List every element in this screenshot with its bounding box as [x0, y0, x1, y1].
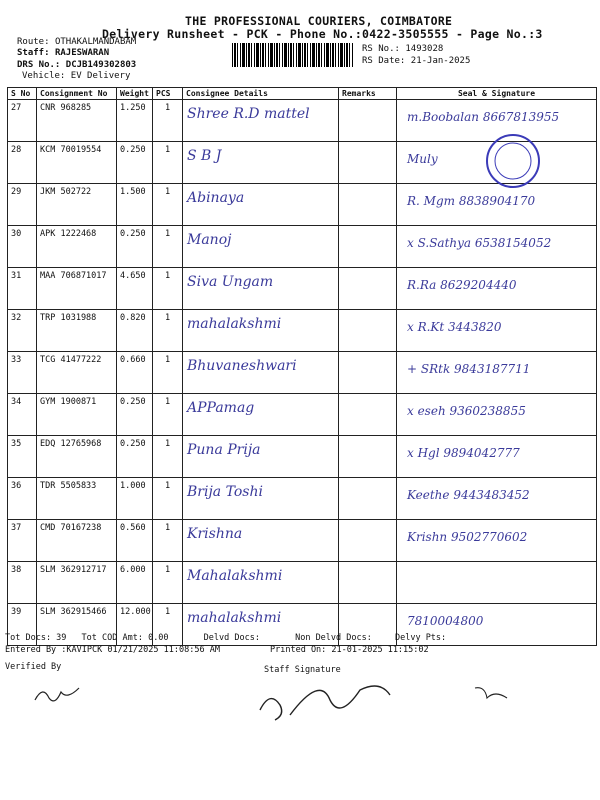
- serial-cell: 29: [8, 184, 37, 226]
- consignee-cell: [183, 310, 339, 352]
- remarks-cell: [339, 520, 397, 562]
- staff-value: RAJESWARAN: [54, 48, 110, 58]
- verified-signature-scribble: [30, 680, 90, 710]
- column-header: Remarks: [339, 88, 397, 100]
- remarks-cell: [339, 394, 397, 436]
- table-row: [8, 352, 597, 394]
- column-header: Consignee Details: [183, 88, 339, 100]
- consignment-cell: SLM 362912717: [37, 562, 117, 604]
- recipient-signature: m.Boobalan 8667813955: [407, 110, 560, 124]
- serial-cell: 28: [8, 142, 37, 184]
- remarks-cell: [339, 352, 397, 394]
- staff-line: Staff: RAJESWARAN: [17, 48, 110, 58]
- vehicle-line: Vehicle: EV Delivery: [22, 71, 131, 81]
- pcs-cell: 1: [153, 352, 183, 394]
- staff-signature-label: Staff Signature: [264, 665, 341, 675]
- consignee-cell: [183, 478, 339, 520]
- consignment-cell: CNR 968285: [37, 100, 117, 142]
- consignee-handwriting: Siva Ungam: [187, 274, 274, 290]
- remarks-cell: [339, 184, 397, 226]
- serial-cell: 34: [8, 394, 37, 436]
- recipient-signature: Muly: [407, 152, 438, 166]
- pcs-cell: 1: [153, 100, 183, 142]
- pcs-cell: 1: [153, 268, 183, 310]
- consignee-cell: [183, 142, 339, 184]
- recipient-signature: x R.Kt 3443820: [407, 320, 502, 334]
- document-title: THE PROFESSIONAL COURIERS, COIMBATORE: [185, 14, 453, 28]
- consignee-cell: [183, 268, 339, 310]
- vehicle-value: EV Delivery: [70, 71, 131, 81]
- consignment-cell: JKM 502722: [37, 184, 117, 226]
- consignee-cell: [183, 436, 339, 478]
- signature-cell: [397, 352, 597, 394]
- totals-line: [5, 633, 446, 643]
- rs-date-line: RS Date: 21-Jan-2025: [362, 56, 471, 66]
- pcs-cell: 1: [153, 394, 183, 436]
- consignment-cell: EDQ 12765968: [37, 436, 117, 478]
- serial-cell: 38: [8, 562, 37, 604]
- consignee-handwriting: Shree R.D mattel: [187, 106, 310, 122]
- serial-cell: 33: [8, 352, 37, 394]
- recipient-signature: x Hgl 9894042777: [407, 446, 520, 460]
- recipient-signature: x eseh 9360238855: [407, 404, 526, 418]
- consignment-cell: TCG 41477222: [37, 352, 117, 394]
- signature-cell: [397, 310, 597, 352]
- remarks-cell: [339, 562, 397, 604]
- weight-cell: 0.250: [117, 142, 153, 184]
- consignee-cell: [183, 100, 339, 142]
- consignee-cell: [183, 562, 339, 604]
- remarks-cell: [339, 268, 397, 310]
- rs-no-value: 1493028: [405, 44, 444, 54]
- route-line: Route: OTHAKALMANDABAM: [17, 37, 137, 47]
- signature-cell: [397, 436, 597, 478]
- consignee-cell: [183, 226, 339, 268]
- remarks-cell: [339, 226, 397, 268]
- non-delvd-docs: Non Delvd Docs:: [295, 633, 372, 643]
- table-row: [8, 310, 597, 352]
- signature-cell: [397, 562, 597, 604]
- signature-cell: [397, 478, 597, 520]
- recipient-signature: Keethe 9443483452: [407, 488, 530, 502]
- consignment-cell: MAA 706871017: [37, 268, 117, 310]
- table-row: [8, 268, 597, 310]
- consignee-handwriting: Manoj: [187, 232, 232, 248]
- weight-cell: 0.250: [117, 394, 153, 436]
- tot-docs: Tot Docs: 39: [5, 633, 67, 643]
- rs-no-line: RS No.: 1493028: [362, 44, 444, 54]
- pcs-cell: 1: [153, 184, 183, 226]
- signature-cell: [397, 394, 597, 436]
- serial-cell: 36: [8, 478, 37, 520]
- column-header: Consignment No: [37, 88, 117, 100]
- table-header-row: [8, 88, 597, 100]
- consignment-cell: APK 1222468: [37, 226, 117, 268]
- weight-cell: 1.250: [117, 100, 153, 142]
- consignee-handwriting: Krishna: [187, 526, 243, 542]
- verified-by-label: Verified By: [5, 662, 62, 672]
- column-header: S No: [8, 88, 37, 100]
- consignee-handwriting: Puna Prija: [187, 442, 261, 458]
- consignment-cell: KCM 70019554: [37, 142, 117, 184]
- signature-cell: [397, 226, 597, 268]
- table-row: [8, 436, 597, 478]
- consignee-cell: [183, 352, 339, 394]
- remarks-cell: [339, 100, 397, 142]
- recipient-signature: R. Mgm 8838904170: [407, 194, 536, 208]
- weight-cell: 4.650: [117, 268, 153, 310]
- weight-cell: 1.000: [117, 478, 153, 520]
- weight-cell: 0.250: [117, 226, 153, 268]
- column-header: Seal & Signature: [397, 88, 597, 100]
- remarks-cell: [339, 436, 397, 478]
- serial-cell: 30: [8, 226, 37, 268]
- consignment-cell: CMD 70167238: [37, 520, 117, 562]
- delvy-pts: Delvy Pts:: [394, 633, 447, 643]
- pcs-cell: 1: [153, 520, 183, 562]
- consignment-cell: GYM 1900871: [37, 394, 117, 436]
- recipient-signature: + SRtk 9843187711: [407, 362, 531, 376]
- serial-cell: 35: [8, 436, 37, 478]
- pcs-cell: 1: [153, 562, 183, 604]
- signature-cell: [397, 268, 597, 310]
- consignee-handwriting: Bhuvaneshwari: [187, 358, 297, 374]
- consignee-handwriting: mahalakshmi: [187, 316, 282, 332]
- pcs-cell: 1: [153, 604, 183, 646]
- weight-cell: 1.500: [117, 184, 153, 226]
- consignee-handwriting: Mahalakshmi: [187, 568, 283, 584]
- consignee-handwriting: Abinaya: [187, 190, 245, 206]
- column-header: PCS: [153, 88, 183, 100]
- table-row: [8, 226, 597, 268]
- consignee-handwriting: S B J: [187, 148, 222, 164]
- serial-cell: 32: [8, 310, 37, 352]
- barcode-image: [232, 43, 354, 67]
- pcs-cell: 1: [153, 478, 183, 520]
- recipient-signature: 7810004800: [407, 614, 484, 628]
- rs-date-value: 21-Jan-2025: [410, 56, 471, 66]
- table-row: [8, 394, 597, 436]
- table-row: [8, 520, 597, 562]
- consignee-cell: [183, 184, 339, 226]
- serial-cell: 39: [8, 604, 37, 646]
- drs-value: DCJB149302803: [65, 60, 137, 70]
- entered-by: Entered By :KAVIPCK 01/21/2025 11:08:56 AM: [5, 645, 220, 655]
- route-value: OTHAKALMANDABAM: [54, 37, 137, 47]
- remarks-cell: [339, 310, 397, 352]
- consignee-handwriting: Brija Toshi: [187, 484, 263, 500]
- serial-cell: 27: [8, 100, 37, 142]
- weight-cell: 0.660: [117, 352, 153, 394]
- signature-cell: [397, 520, 597, 562]
- delivery-seal-stamp: [484, 132, 542, 190]
- recipient-signature: x S.Sathya 6538154052: [407, 236, 552, 250]
- weight-cell: 0.560: [117, 520, 153, 562]
- pcs-cell: 1: [153, 226, 183, 268]
- consignment-cell: TDR 5505833: [37, 478, 117, 520]
- consignee-handwriting: mahalakshmi: [187, 610, 282, 626]
- printed-on: Printed On: 21-01-2025 11:15:02: [270, 645, 429, 655]
- weight-cell: 0.820: [117, 310, 153, 352]
- consignee-cell: [183, 520, 339, 562]
- recipient-signature: Krishn 9502770602: [407, 530, 528, 544]
- delvd-docs: Delvd Docs:: [203, 633, 260, 643]
- staff-signature-scribble: [250, 680, 530, 730]
- weight-cell: 0.250: [117, 436, 153, 478]
- weight-cell: 12.000: [117, 604, 153, 646]
- weight-cell: 6.000: [117, 562, 153, 604]
- consignee-cell: [183, 394, 339, 436]
- pcs-cell: 1: [153, 310, 183, 352]
- pcs-cell: 1: [153, 436, 183, 478]
- table-row: [8, 478, 597, 520]
- table-row: [8, 562, 597, 604]
- remarks-cell: [339, 142, 397, 184]
- consignment-cell: TRP 1031988: [37, 310, 117, 352]
- column-header: Weight: [117, 88, 153, 100]
- consignment-cell: SLM 362915466: [37, 604, 117, 646]
- recipient-signature: R.Ra 8629204440: [407, 278, 517, 292]
- consignee-handwriting: APPamag: [187, 400, 255, 416]
- drs-line: DRS No.: DCJB149302803: [17, 60, 137, 70]
- document-subtitle: Delivery Runsheet - PCK - Phone No.:0422-3505555 - Page No.:3: [102, 27, 543, 41]
- remarks-cell: [339, 478, 397, 520]
- serial-cell: 31: [8, 268, 37, 310]
- tot-cod: Tot COD Amt: 0.00: [81, 633, 169, 643]
- pcs-cell: 1: [153, 142, 183, 184]
- serial-cell: 37: [8, 520, 37, 562]
